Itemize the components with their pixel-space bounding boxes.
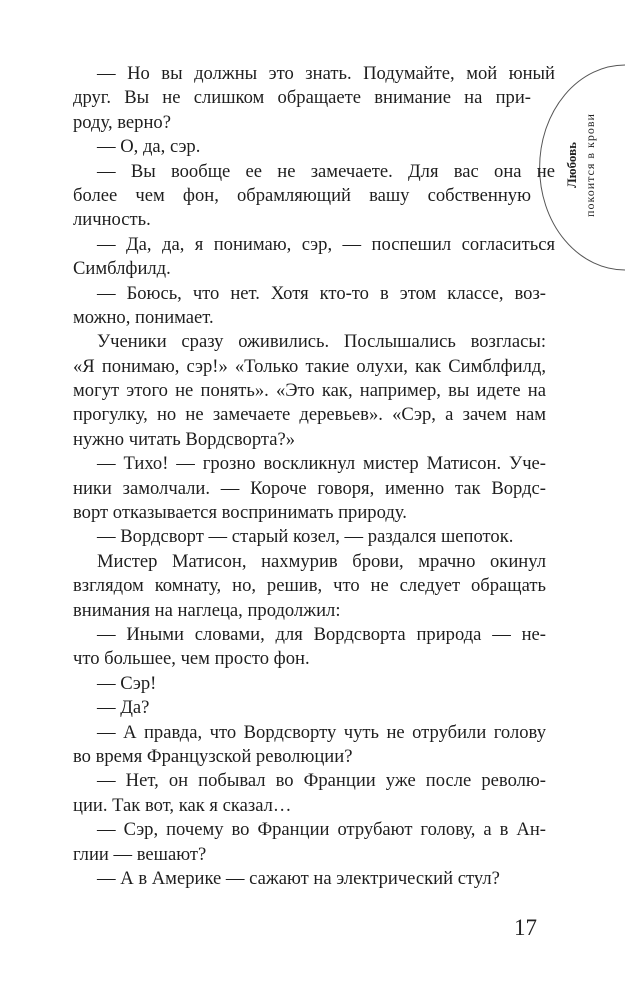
text-line: — Тихо! — грозно воскликнул мистер Матисон. Уче-	[97, 453, 546, 475]
text-line: друг. Вы не слишком обращаете внимание на при-	[73, 87, 531, 109]
text-line: — А правда, что Вордсворту чуть не отрубили голову	[97, 721, 546, 743]
text-line: внимания на наглеца, продолжил:	[73, 599, 341, 621]
text-line: — А в Америке — сажают на электрический стул?	[97, 867, 500, 889]
text-line: во время Французской революции?	[73, 745, 353, 767]
text-line: — Но вы должны это знать. Подумайте, мой юный	[97, 63, 555, 84]
text-line: — Сэр, почему во Франции отрубают голову, а в Ан-	[97, 819, 546, 841]
text-line: более чем фон, обрамляющий вашу собственную	[73, 184, 531, 206]
text-line: глии — вешают?	[73, 843, 207, 865]
text-line: — Вордсворт — старый козел, — раздался шепоток.	[97, 526, 514, 548]
text-line: «Я понимаю, сэр!» «Только такие олухи, как Симблфилд,	[73, 355, 546, 377]
text-line: Ученики сразу оживились. Послышались возгласы:	[97, 331, 546, 353]
text-line: ворт отказывается воспринимать природу.	[73, 502, 407, 524]
chapter-title-line2: покоится в крови	[583, 113, 597, 217]
text-line: ции. Так вот, как я сказал…	[73, 794, 292, 816]
text-line: — Иными словами, для Вордсворта природа — не-	[97, 623, 546, 645]
text-line: — О, да, сэр.	[97, 136, 201, 158]
text-line: Мистер Матисон, нахмурив брови, мрачно окинул	[97, 550, 546, 572]
text-line: что большее, чем просто фон.	[73, 648, 310, 670]
chapter-tab-title	[563, 65, 623, 265]
text-line: личность.	[73, 209, 151, 231]
text-line: — Сэр!	[97, 672, 157, 694]
text-line: — Вы вообще ее не замечаете. Для вас она не	[97, 160, 555, 182]
text-line: Симблфилд.	[73, 258, 171, 280]
text-line: можно, понимает.	[73, 306, 214, 328]
chapter-title-line1: Любовь	[564, 141, 579, 189]
text-line: прогулку, но не замечаете деревьев». «Сэр, а зачем нам	[73, 404, 546, 426]
text-line: взглядом комнату, но, решив, что не следует обращать	[73, 575, 546, 597]
page-number: 17	[514, 915, 537, 940]
text-line: — Да, да, я понимаю, сэр, — поспешил согласиться	[97, 233, 555, 255]
text-line: нужно читать Вордсворта?»	[73, 428, 296, 450]
body-text	[73, 62, 555, 891]
text-line: — Да?	[97, 697, 150, 719]
text-line: могут этого не понять». «Это как, например, вы идете на	[73, 380, 546, 402]
text-line: — Нет, он побывал во Франции уже после револю-	[97, 770, 546, 792]
text-line: — Боюсь, что нет. Хотя кто-то в этом классе, воз-	[97, 282, 546, 304]
text-line: ники замолчали. — Короче говоря, именно так Вордс-	[73, 477, 546, 499]
text-line: роду, верно?	[73, 111, 171, 133]
